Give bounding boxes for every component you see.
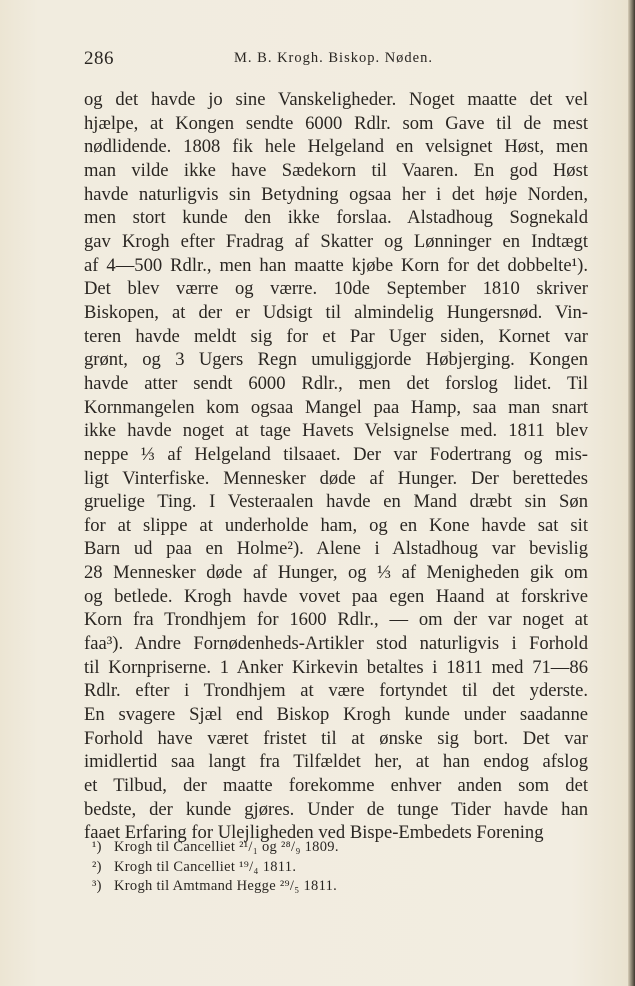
text-line: af 4—500 Rdlr., men han maatte kjøbe Korn for det dobbelte¹). xyxy=(84,254,588,276)
text-line: gruelige Ting. I Vesteraalen havde en Mand dræbt sin Søn xyxy=(84,491,588,513)
text-line: 28 Mennesker døde af Hunger, og ⅓ af Menigheden gik om xyxy=(84,562,588,584)
text-line: ikke havde noget at tage Havets Velsignelse med. 1811 blev xyxy=(84,420,588,442)
text-line: Kornmangelen kom ogsaa Mangel paa Hamp, saa man snart xyxy=(84,396,588,418)
text-line: En svagere Sjæl end Biskop Krogh kunde under saadanne xyxy=(84,704,588,726)
text-line: imidlertid saa langt fra Tilfældet her, at han endog afslog xyxy=(84,751,588,773)
footnote-text: Krogh til Cancelliet ¹⁹/₄ 1811. xyxy=(114,858,297,875)
text-line: Korn fra Trondhjem for 1600 Rdlr., — om der var noget at xyxy=(84,609,588,631)
footnote-text: Krogh til Cancelliet ²¹/₁ og ²⁸/₉ 1809. xyxy=(114,839,339,855)
text-line: hjælpe, at Kongen sendte 6000 Rdlr. som Gave til de mest xyxy=(84,112,588,134)
footnote-mark: ³) xyxy=(92,878,102,895)
text-line: og betlede. Krogh havde vovet paa egen Haand at forskrive xyxy=(84,585,588,607)
text-line: faaet Erfaring for Ulejligheden ved Bispe-Embedets Forening xyxy=(84,822,544,844)
text-line: teren havde meldt sig for et Par Uger siden, Kornet var xyxy=(84,325,588,347)
text-line: neppe ⅓ af Helgeland tilsaaet. Der var Fodertrang og mis- xyxy=(84,443,588,465)
text-line: Forhold have været fristet til at ønske sig bort. Det var xyxy=(84,727,588,749)
text-line: Biskopen, at der er Udsigt til almindelig Hungersnød. Vin- xyxy=(84,301,588,323)
footnotes xyxy=(92,838,572,897)
text-line: for at slippe at underholde ham, og en Kone havde sat sit xyxy=(84,514,588,536)
text-line: Rdlr. efter i Trondhjem at være fortyndet til det yderste. xyxy=(84,680,588,702)
running-title: M. B. Krogh. Biskop. Nøden. xyxy=(234,50,433,66)
text-line: man vilde ikke have Sædekorn til Vaaren. En god Høst xyxy=(84,159,588,181)
footnote xyxy=(92,877,572,897)
body-text xyxy=(84,88,588,845)
text-line: bedste, der kunde gjøres. Under de tunge Tider havde han xyxy=(84,798,588,820)
page-edge-shadow xyxy=(628,0,635,986)
footnote-mark: ¹) xyxy=(92,839,102,855)
footnote-mark: ²) xyxy=(92,858,102,875)
text-line: havde atter sendt 6000 Rdlr., men det forslog lidet. Til xyxy=(84,372,588,394)
text-line: til Kornpriserne. 1 Anker Kirkevin betaltes i 1811 med 71—86 xyxy=(84,656,588,678)
text-line: havde naturligvis sin Betydning ogsaa her i det høje Norden, xyxy=(84,183,588,205)
page-number: 286 xyxy=(84,48,114,69)
text-line: et Tilbud, der maatte forekomme enhver anden som det xyxy=(84,775,588,797)
text-line: grønt, og 3 Ugers Regn umuliggjorde Høbjerging. Kongen xyxy=(84,349,588,371)
text-line: faa³). Andre Fornødenheds-Artikler stod naturligvis i Forhold xyxy=(84,633,588,655)
text-line: Barn ud paa en Holme²). Alene i Alstadhoug var bevislig xyxy=(84,538,588,560)
page-header xyxy=(84,48,604,72)
footnote-text: Krogh til Amtmand Hegge ²⁹/₅ 1811. xyxy=(114,878,338,895)
text-line: ligt Vinterfiske. Mennesker døde af Hunger. Der berettedes xyxy=(84,467,588,489)
footnote xyxy=(92,838,572,858)
footnote xyxy=(92,858,572,878)
text-line: Det blev værre og værre. 10de September 1810 skriver xyxy=(84,278,588,300)
text-line: gav Krogh efter Fradrag af Skatter og Lønninger en Indtægt xyxy=(84,230,588,252)
text-line: og det havde jo sine Vanskeligheder. Noget maatte det vel xyxy=(84,89,588,110)
text-line: nødlidende. 1808 fik hele Helgeland en velsignet Høst, men xyxy=(84,136,588,158)
text-line: men stort kunde den ikke forslaa. Alstadhoug Sognekald xyxy=(84,207,588,229)
